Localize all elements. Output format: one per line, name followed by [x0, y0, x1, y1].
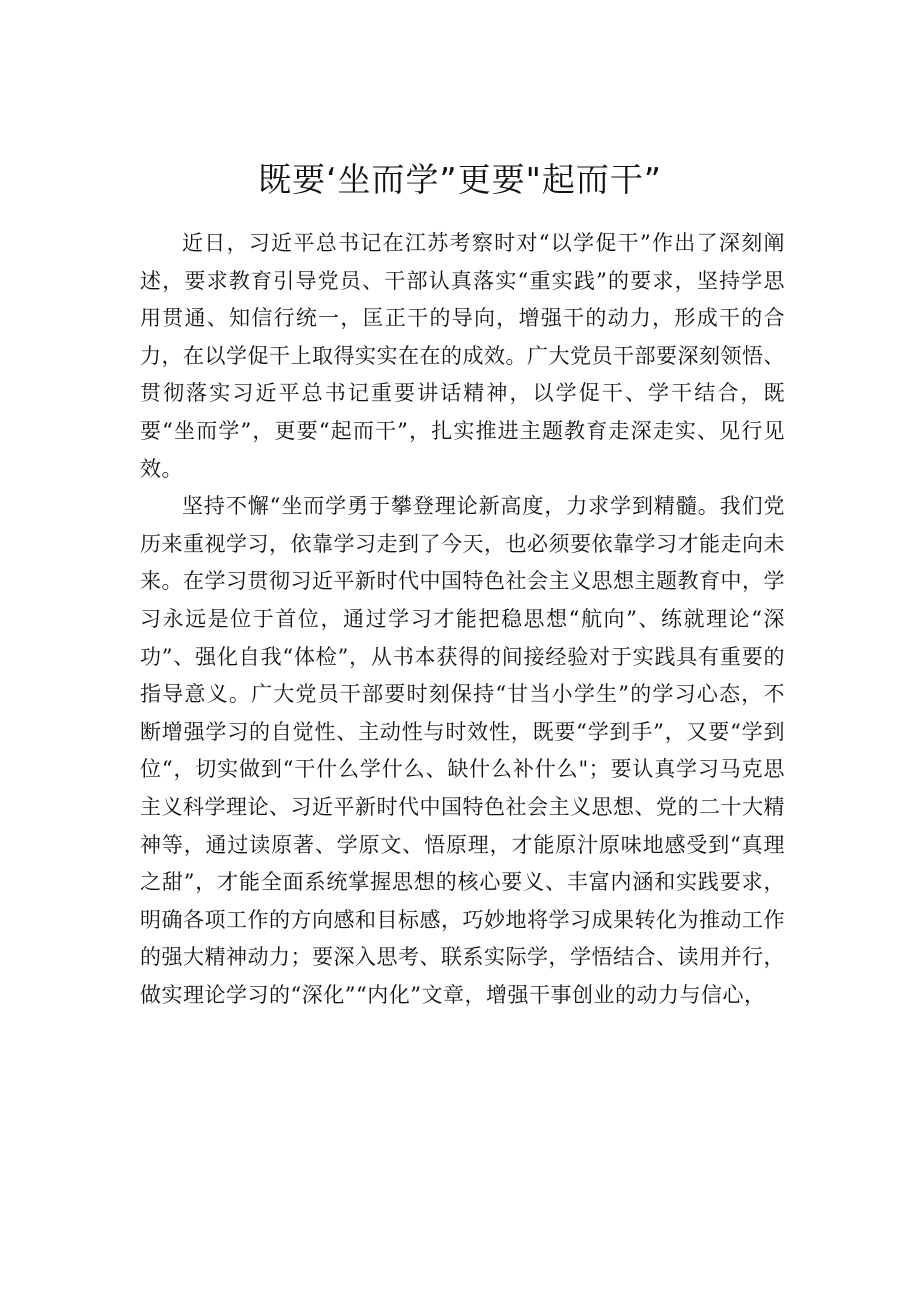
paragraph-intro: 近日，习近平总书记在江苏考察时对“以学促干”作出了深刻阐述，要求教育引导党员、干部认真落实“重实践”的要求，坚持学思用贯通、知信行统一，匡正干的导向，增强干的动力，形成干的合力，在以学促干上取得实实在在的成效。广大党员干部要深刻领悟、贯彻落实习近平总书记重要讲话精神，以学促干、学干结合，既要“坐而学”，更要“起而干”，扎实推进主题教育走深走实、见行见效。 — [140, 231, 785, 481]
paragraph-study: 坚持不懈“坐而学勇于攀登理论新高度，力求学到精髓。我们党历来重视学习，依靠学习走到了今天，也必须要依靠学习才能走向未来。在学习贯彻习近平新时代中国特色社会主义思想主题教育中，学习永远是位于首位，通过学习才能把稳思想“航向”、练就理论“深功”、强化自我“体检”，从书本获得的间接经验对于实践具有重要的指导意义。广大党员干部要时刻保持“甘当小学生”的学习心态，不断增强学习的自觉性、主动性与时效性，既要“学到手”，又要“学到位“，切实做到“干什么学什么、缺什么补什么"；要认真学习马克思主义科学理论、习近平新时代中国特色社会主义思想、党的二十大精神等，通过读原著、学原文、悟原理，才能原汁原味地感受到“真理之甜”，才能全面系统掌握思想的核心要义、丰富内涵和实践要求，明确各项工作的方向感和目标感，巧妙地将学习成果转化为推动工作的强大精神动力；要深入思考、联系实际学，学悟结合、读用并行，做实理论学习的“深化”“内化”文章，增强干事创业的动力与信心， — [140, 494, 785, 1007]
document-body — [140, 225, 785, 1014]
document-title: 既要‘坐而学”更要"起而干” — [258, 160, 662, 199]
